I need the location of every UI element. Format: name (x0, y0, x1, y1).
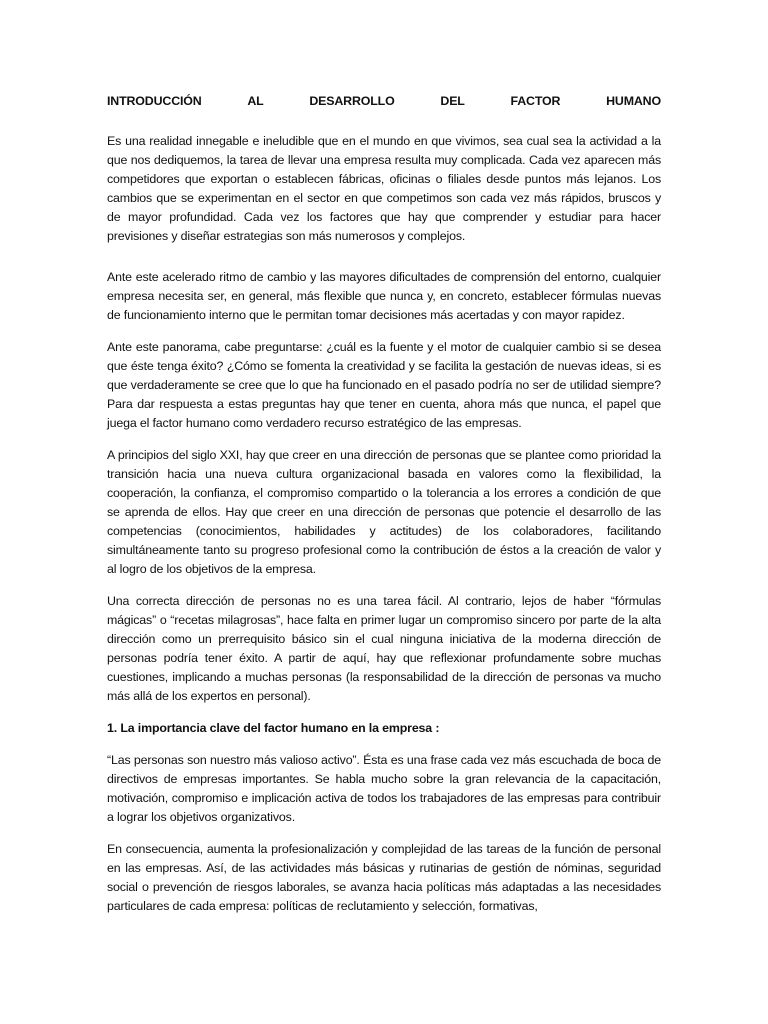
title-word: AL (247, 94, 264, 108)
paragraph: A principios del siglo XXI, hay que creer en una dirección de personas que se plantee como prioridad la transición hacia una nueva cultura organizacional basada en valores como la flexibilidad, la cooperación, la confianza, el compromiso compartido o la tolerancia a los errores a condición de que se aprenda de ellos. Hay que creer en una dirección de personas que potencie el desarrollo de las competencias (conocimientos, habilidades y actitudes) de los colaboradores, facilitando simultáneamente tanto su progreso profesional como la contribución de éstos a la creación de valor y al logro de los objetivos de la empresa. (107, 448, 661, 576)
paragraph: En consecuencia, aumenta la profesionalización y complejidad de las tareas de la función de personal en las empresas. Así, de las actividades más básicas y rutinarias de gestión de nóminas, seguridad social o prevención de riesgos laborales, se avanza hacia políticas más adaptadas a las necesidades particulares de cada empresa: políticas de reclutamiento y selección, formativas, (107, 842, 661, 913)
paragraph: Es una realidad innegable e ineludible que en el mundo en que vivimos, sea cual sea la actividad a la que nos dediquemos, la tarea de llevar una empresa resulta muy complicada. Cada vez aparecen más competidores que exportan o establecen fábricas, oficinas o filiales desde puntos más lejanos. Los cambios que se experimentan en el sector en que competimos son cada vez más rápidos, bruscos y de mayor profundidad. Cada vez los factores que hay que comprender y estudiar para hacer previsiones y diseñar estrategias son más numerosos y complejos. (107, 134, 661, 243)
paragraph: Ante este acelerado ritmo de cambio y las mayores dificultades de comprensión del entorno, cualquier empresa necesita ser, en general, más flexible que nunca y, en concreto, establecer fórmulas nuevas de funcionamiento interno que le permitan tomar decisiones más acertadas y con mayor rapidez. (107, 270, 661, 322)
paragraph: Ante este panorama, cabe preguntarse: ¿cuál es la fuente y el motor de cualquier cambio si se desea que éste tenga éxito? ¿Cómo se fomenta la creatividad y se facilita la gestación de nuevas ideas, si es que verdaderamente se cree que lo que ha funcionado en el pasado podría no ser de utilidad siempre? Para dar respuesta a estas preguntas hay que tener en cuenta, ahora más que nunca, el papel que juega el factor humano como verdadero recurso estratégico de las empresas. (107, 340, 661, 430)
paragraph: “Las personas son nuestro más valioso activo”. Ésta es una frase cada vez más escuchada de boca de directivos de empresas importantes. Se habla mucho sobre la gran relevancia de la capacitación, motivación, compromiso e implicación activa de todos los trabajadores de las empresas para contribuir a lograr los objetivos organizativos. (107, 753, 661, 824)
title-word: FACTOR (510, 94, 561, 108)
title-word: DEL (440, 94, 465, 108)
title-word: HUMANO (606, 94, 661, 108)
title-word: INTRODUCCIÓN (107, 94, 202, 108)
section-heading: 1. La importancia clave del factor humano en la empresa : (107, 721, 440, 735)
document-page (107, 92, 661, 929)
document-title (107, 92, 661, 111)
title-word: DESARROLLO (309, 94, 395, 108)
paragraph: Una correcta dirección de personas no es una tarea fácil. Al contrario, lejos de haber “fórmulas mágicas” o “recetas milagrosas”, hace falta en primer lugar un compromiso sincero por parte de la alta dirección como un prerrequisito básico sin el cual ninguna iniciativa de la moderna dirección de personas podría tener éxito. A partir de aquí, hay que reflexionar profundamente sobre muchas cuestiones, implicando a muchas personas (la responsabilidad de la dirección de personas va mucho más allá de los expertos en personal). (107, 594, 661, 703)
